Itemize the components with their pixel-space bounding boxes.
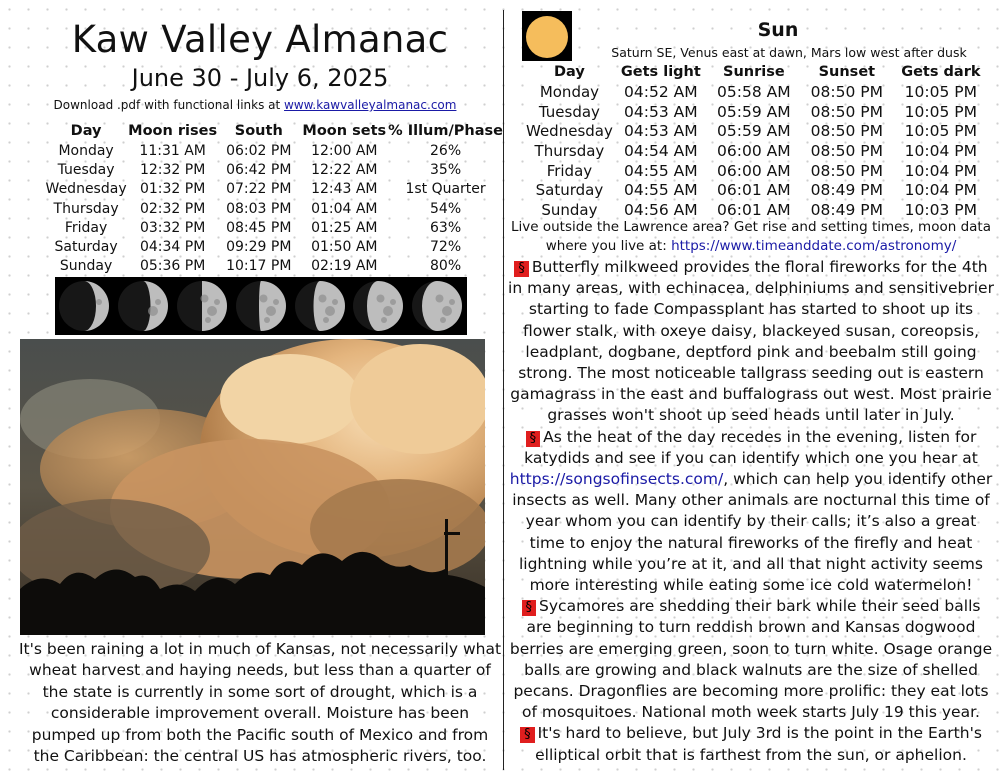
moon-south: 06:02 PM <box>226 142 292 159</box>
sun-light: 04:56 AM <box>624 200 698 219</box>
sun-light: 04:53 AM <box>624 102 698 121</box>
sun-set: 08:50 PM <box>810 122 883 141</box>
sun-light: 04:52 AM <box>624 82 698 101</box>
moon-phase-icon <box>292 278 348 334</box>
sun-set: 08:50 PM <box>810 141 883 160</box>
moon-crater <box>383 306 393 316</box>
moon-header-rises: Moon rises <box>128 122 218 139</box>
sun-rise: 05:59 AM <box>717 122 791 141</box>
moon-phase-icon <box>350 278 406 334</box>
sun-disc-icon <box>522 11 572 61</box>
sun-header-set: Sunset <box>818 64 876 80</box>
moon-sets: 12:43 AM <box>311 181 378 198</box>
moon-illum: 63% <box>430 219 462 236</box>
moon-phase-image <box>55 277 114 335</box>
moon-south: 09:29 PM <box>226 239 292 256</box>
sun-header-day: Day <box>554 64 585 80</box>
sun-rise: 06:01 AM <box>717 181 791 200</box>
sun-set: 08:50 PM <box>810 161 883 180</box>
milkweed-item <box>508 257 994 427</box>
section-marker-icon: § <box>520 727 535 743</box>
sun-dark: 10:04 PM <box>904 161 977 180</box>
moon-row <box>44 257 503 276</box>
moon-header-south: South <box>234 122 283 139</box>
moon-sets: 12:22 AM <box>311 161 378 178</box>
moon-phase-icon <box>233 278 289 334</box>
moon-sets: 02:19 AM <box>311 258 378 275</box>
moon-illum: 26% <box>430 142 462 159</box>
moon-sets: 01:25 AM <box>311 219 378 236</box>
moon-phase-strip <box>55 277 467 335</box>
sun-day: Friday <box>546 161 593 180</box>
sun-rise: 06:00 AM <box>717 161 791 180</box>
moon-row <box>44 199 503 218</box>
moon-header-day: Day <box>70 122 102 139</box>
location-note <box>508 218 994 255</box>
sun-row <box>526 161 987 181</box>
moon-day: Saturday <box>54 239 118 256</box>
moon-crater <box>264 317 270 323</box>
moon-south: 10:17 PM <box>226 258 292 275</box>
katydids-item <box>508 427 994 597</box>
sun-day: Tuesday <box>538 102 600 121</box>
moon-phase-image <box>231 277 290 335</box>
sun-set: 08:50 PM <box>810 82 883 101</box>
moon-header-sets: Moon sets <box>302 122 387 139</box>
sun-rise: 05:58 AM <box>717 82 791 101</box>
sun-title: Sun <box>757 19 799 41</box>
moon-rises: 04:34 PM <box>139 239 206 256</box>
moon-day: Monday <box>58 142 114 159</box>
sun-row <box>526 121 987 141</box>
moon-row <box>44 218 503 237</box>
moon-row <box>44 160 503 179</box>
sun-table-header <box>526 62 987 82</box>
moon-sets: 01:04 AM <box>311 200 378 217</box>
moon-crater <box>200 295 208 303</box>
moon-rises: 11:31 AM <box>139 142 206 159</box>
moon-crater <box>207 306 217 316</box>
moon-phase-image <box>408 277 467 335</box>
section-marker-icon: § <box>514 261 529 277</box>
right-column <box>508 0 1000 771</box>
moon-table-header <box>44 120 503 141</box>
sun-day: Sunday <box>541 200 598 219</box>
sun-disc-svg <box>522 11 572 61</box>
moon-south: 08:45 PM <box>226 219 292 236</box>
moon-phase-icon <box>115 278 171 334</box>
moon-phase-icon <box>174 278 230 334</box>
moon-day: Wednesday <box>45 181 127 198</box>
moon-crater <box>214 299 220 305</box>
sun-dark: 10:04 PM <box>904 181 977 200</box>
moon-crater <box>377 295 385 303</box>
sun-day: Monday <box>539 82 600 101</box>
moon-row <box>44 180 503 199</box>
planets-note: Saturn SE, Venus east at dawn, Mars low west after dusk <box>611 45 967 60</box>
sun-set: 08:50 PM <box>810 102 883 121</box>
moon-day: Friday <box>64 219 108 236</box>
sun-dark: 10:04 PM <box>904 141 977 160</box>
moon-crater <box>148 306 158 316</box>
sun-dark: 10:05 PM <box>904 102 977 121</box>
moon-rises: 12:32 PM <box>139 161 206 178</box>
sun-disc <box>526 16 568 58</box>
moon-phase-image <box>349 277 408 335</box>
moon-crater <box>442 306 452 316</box>
sun-dark: 10:05 PM <box>904 122 977 141</box>
drought-paragraph: It's been raining a lot in much of Kansas, not necessarily what wheat harvest and haying needs, but less than a quarter of the state is currently in some sort of drought, which is a considerable improvement overall. Moisture has been pumped up from both the Pacific south of Mexico and from the Caribbean: the central US has atmospheric rivers, too. <box>18 640 502 766</box>
moon-crater <box>259 295 267 303</box>
moon-phase-image <box>114 277 173 335</box>
moon-table <box>44 120 503 276</box>
sun-light: 04:53 AM <box>624 122 698 141</box>
download-text: Download .pdf with functional links at <box>53 98 285 112</box>
moon-crater <box>323 317 329 323</box>
sun-row <box>526 102 987 122</box>
katydids-text-b: , which can help you identify other insects as well. Many other animals are nocturnal this time of year whom you can identify by their calls; it’s also a great time to enjoy the natural fireworks of the firefly and heat lightning while you’re at it, and all that night activity seems more interesting while eating some ice cold watermelon! <box>512 470 993 595</box>
songsofinsects-link[interactable]: https://songsofinsects.com/ <box>509 470 724 489</box>
nature-notes <box>508 218 994 766</box>
katydids-text-a: As the heat of the day recedes in the evening, listen for katydids and see if you can identify which one you hear at <box>524 427 978 467</box>
moon-illum: 72% <box>430 239 462 256</box>
moon-phase-image <box>173 277 232 335</box>
moon-day: Tuesday <box>57 161 115 178</box>
moon-crater <box>325 306 335 316</box>
sun-day: Wednesday <box>526 122 613 141</box>
sun-header-rise: Sunrise <box>723 64 785 80</box>
column-divider <box>503 10 504 770</box>
moon-phase-image <box>290 277 349 335</box>
moon-south: 06:42 PM <box>226 161 292 178</box>
moon-row <box>44 141 503 160</box>
sycamores-item <box>508 596 994 723</box>
sun-rise: 06:01 AM <box>717 200 791 219</box>
moon-header-illum: % Illum/Phase <box>388 122 503 139</box>
moon-lit-portion <box>367 281 403 331</box>
moon-crater <box>449 299 455 305</box>
moon-crater <box>390 299 396 305</box>
sun-row <box>526 200 987 220</box>
aphelion-text: It's hard to believe, but July 3rd is the point in the Earth's elliptical orbit that is farthest from the sun, or aphelion. <box>535 724 982 764</box>
sun-set: 08:49 PM <box>810 200 883 219</box>
sycamores-text: Sycamores are shedding their bark while their seed balls are beginning to turn reddish brown and Kansas dogwood berries are emerging green, soon to turn white. Osage orange balls are growing and black walnuts are the size of shelled pecans. Dragonflies are becoming more prolific: they eat lots of mosquitoes. National moth week starts July 19 this year. <box>509 597 993 722</box>
milkweed-text: Butterfly milkweed provides the floral fireworks for the 4th in many areas, with echinacea, delphiniums and sensitivebrier starting to fade Compassplant has started to shoot up its flower stalk, with oxeye daisy, blackeyed susan, coreopsis, leadplant, dogbane, deptford pink and beebalm still going strong. The most noticeable tallgrass seeding out is eastern gamagrass in the east and buffalograss out west. Most prairie grasses won't shoot up seed heads until later in July. <box>508 258 994 425</box>
moon-lit-portion <box>313 281 344 331</box>
moon-phase-icon <box>409 278 465 334</box>
moon-crater <box>205 317 211 323</box>
sun-light: 04:55 AM <box>624 161 698 180</box>
cumulus-sunset-image <box>20 339 485 635</box>
moon-crater <box>440 317 446 323</box>
moon-sets: 12:00 AM <box>311 142 378 159</box>
sun-row <box>526 180 987 200</box>
sun-rise: 06:00 AM <box>717 141 791 160</box>
moon-illum: 1st Quarter <box>405 181 486 198</box>
moon-illum: 54% <box>430 200 462 217</box>
sun-light: 04:54 AM <box>624 141 698 160</box>
section-marker-icon: § <box>526 431 541 447</box>
moon-lit-portion <box>422 281 462 331</box>
moon-rises: 01:32 PM <box>139 181 206 198</box>
moon-row <box>44 237 503 256</box>
sun-day: Thursday <box>534 141 605 160</box>
moon-crater <box>273 299 279 305</box>
sun-row <box>526 141 987 161</box>
moon-south: 08:03 PM <box>226 200 292 217</box>
moon-crater <box>155 299 161 305</box>
moon-sets: 01:50 AM <box>311 239 378 256</box>
moon-crater <box>266 306 276 316</box>
date-range: June 30 - July 6, 2025 <box>131 64 389 92</box>
sun-header-dark: Gets dark <box>901 64 981 80</box>
almanac-title: Kaw Valley Almanac <box>71 18 449 61</box>
storm-cloud-photo <box>20 339 485 635</box>
moon-crater <box>381 317 387 323</box>
moon-south: 07:22 PM <box>226 181 292 198</box>
moon-crater <box>436 295 444 303</box>
moon-rises: 02:32 PM <box>139 200 206 217</box>
timeanddate-link[interactable]: https://www.timeanddate.com/astronomy/ <box>671 237 957 254</box>
location-text: Live outside the Lawrence area? Get rise and setting times, moon data where you live at: <box>510 219 991 254</box>
aphelion-item <box>508 723 994 765</box>
sun-day: Saturday <box>535 181 604 200</box>
moon-lit-portion <box>259 281 286 331</box>
sun-dark: 10:05 PM <box>904 82 977 101</box>
moon-day: Thursday <box>53 200 119 217</box>
moon-crater <box>332 299 338 305</box>
sun-light: 04:55 AM <box>624 181 698 200</box>
sun-rise: 05:59 AM <box>717 102 791 121</box>
moon-day: Sunday <box>59 258 113 275</box>
moon-lit-portion <box>202 281 227 331</box>
moon-rises: 03:32 PM <box>139 219 206 236</box>
moon-illum: 35% <box>430 161 462 178</box>
sun-set: 08:49 PM <box>810 181 883 200</box>
section-marker-icon: § <box>522 600 537 616</box>
moon-crater <box>96 299 102 305</box>
moon-phase-icon <box>56 278 112 334</box>
sun-table <box>526 62 987 220</box>
almanac-website-link[interactable]: www.kawvalleyalmanac.com <box>284 98 457 112</box>
moon-crater <box>318 295 326 303</box>
moon-rises: 05:36 PM <box>139 258 206 275</box>
sun-dark: 10:03 PM <box>904 200 977 219</box>
download-note <box>0 98 510 112</box>
moon-illum: 80% <box>430 258 462 275</box>
sun-header-light: Gets light <box>620 64 701 80</box>
sun-row <box>526 82 987 102</box>
